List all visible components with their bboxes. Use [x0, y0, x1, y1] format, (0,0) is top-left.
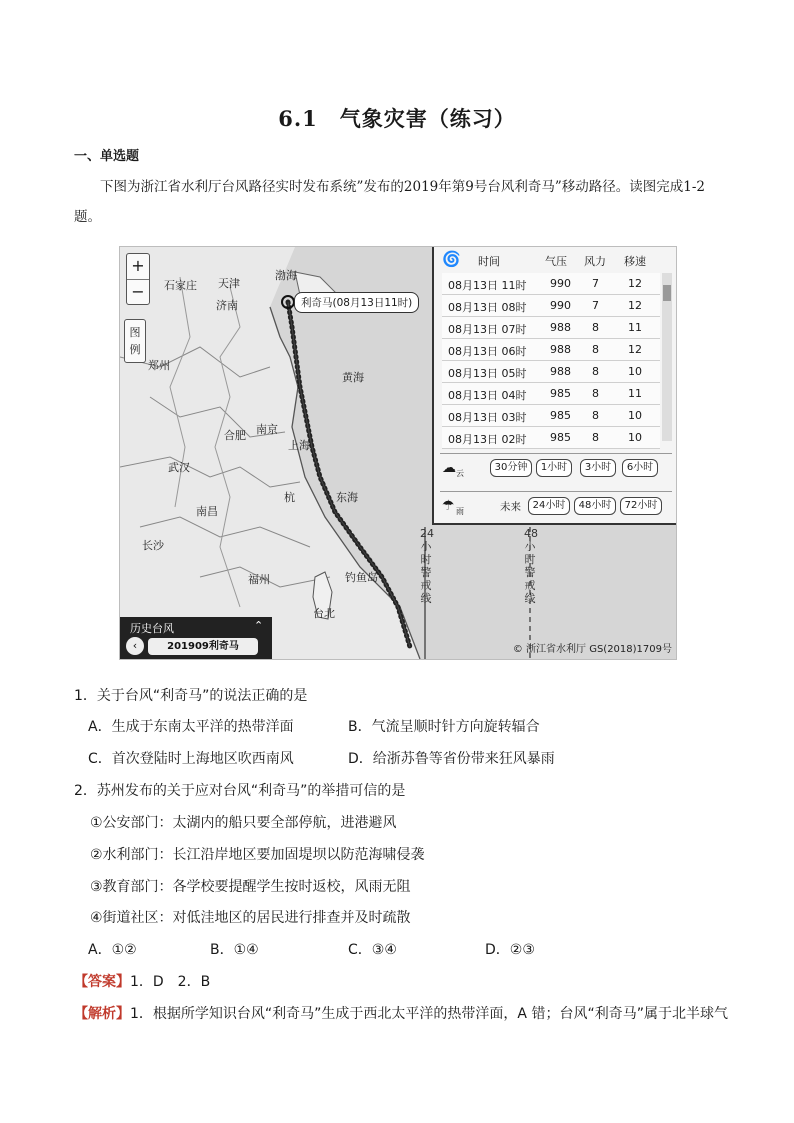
question-2-stem: 2．苏州发布的关于应对台风“利奇马”的举措可信的是	[74, 783, 406, 799]
table-row[interactable]: 08月13日 05时 988 8 10	[442, 361, 660, 383]
rain-cloud-icon: ☂	[442, 498, 455, 514]
collapse-icon[interactable]: ⌃	[254, 619, 264, 632]
table-row[interactable]: 08月13日 06时 988 8 12	[442, 339, 660, 361]
cloud-6h-button[interactable]: 6小时	[622, 459, 658, 477]
rain-24h-button[interactable]: 24小时	[528, 497, 570, 515]
label-shanghai: 上海	[288, 439, 310, 452]
answer-label: 【答案】	[74, 974, 130, 990]
table-row[interactable]: 08月13日 11时 990 7 12	[442, 273, 660, 295]
question-2-item-1: ①公安部门：太湖内的船只要全部停航，进港避风	[90, 815, 397, 831]
question-1-stem: 1．关于台风“利奇马”的说法正确的是	[74, 688, 308, 704]
warning-line-24h-label: 24小时警戒线	[420, 527, 434, 605]
question-2-option-c: C．③④	[348, 942, 397, 958]
table-scrollbar[interactable]	[662, 273, 672, 441]
question-1-option-a: A．生成于东南太平洋的热带洋面	[88, 719, 294, 735]
header-speed: 移速	[624, 255, 646, 268]
label-nanjing: 南京	[256, 423, 278, 436]
zoom-in-button[interactable]: +	[127, 254, 149, 280]
header-pressure: 气压	[545, 255, 567, 268]
data-rows	[442, 273, 660, 449]
table-row[interactable]: 08月13日 08时 990 7 12	[442, 295, 660, 317]
cloud-3h-button[interactable]: 3小时	[580, 459, 616, 477]
warning-line-48h-label: 48小时警戒线	[524, 527, 538, 605]
rain-icon-label: 雨	[456, 507, 464, 516]
typhoon-map-figure	[119, 246, 677, 660]
header-time: 时间	[478, 255, 500, 268]
table-row[interactable]: 08月13日 04时 985 8 11	[442, 383, 660, 405]
page-title: 6.1 气象灾害（练习）	[278, 106, 516, 131]
question-1-option-b: B．气流呈顺时针方向旋转辐合	[348, 719, 540, 735]
question-2-item-4: ④街道社区：对低洼地区的居民进行排查并及时疏散	[90, 910, 411, 926]
typhoon-icon: 🌀	[442, 250, 461, 268]
analysis-text: 1．根据所学知识台风“利奇马”生成于西北太平洋的热带洋面，A 错；台风“利奇马”属于北半球气	[130, 1006, 728, 1022]
table-row[interactable]: 08月13日 07时 988 8 11	[442, 317, 660, 339]
cloud-icon: ☁	[442, 460, 456, 476]
label-hangzhou: 杭	[284, 491, 295, 504]
question-2-item-2: ②水利部门：长江沿岸地区要加固堤坝以防范海啸侵袭	[90, 847, 425, 863]
question-1-option-d: D．给浙苏鲁等省份带来狂风暴雨	[348, 751, 555, 767]
question-2-option-a: A．①②	[88, 942, 137, 958]
history-title: 历史台风	[130, 622, 174, 635]
section-heading: 一、单选题	[74, 149, 140, 164]
cloud-1h-button[interactable]: 1小时	[536, 459, 572, 477]
label-jinan: 济南	[216, 299, 238, 312]
question-2-option-b: B．①④	[210, 942, 259, 958]
question-2-option-d: D．②③	[485, 942, 535, 958]
label-bohai: 渤海	[275, 269, 297, 282]
label-shijiazhuang: 石家庄	[164, 279, 197, 292]
back-arrow-icon[interactable]: ‹	[126, 637, 144, 655]
label-zhengzhou: 郑州	[148, 359, 170, 372]
rain-48h-button[interactable]: 48小时	[574, 497, 616, 515]
label-donghai: 东海	[336, 491, 358, 504]
label-taibei: 台北	[313, 607, 335, 620]
map-credit: © 浙江省水利厅 GS(2018)1709号	[512, 644, 672, 655]
legend-button[interactable]: 图例	[124, 319, 146, 363]
cloud-icon-label: 云	[456, 469, 464, 478]
scrollbar-thumb[interactable]	[663, 285, 671, 301]
history-typhoon-panel	[120, 617, 272, 659]
label-diaoyu: 钓鱼岛	[345, 571, 378, 584]
header-windforce: 风力	[584, 255, 606, 268]
cloud-controls	[440, 453, 672, 482]
label-fuzhou: 福州	[248, 573, 270, 586]
rain-controls	[440, 491, 672, 520]
question-1-option-c: C．首次登陆时上海地区吹西南风	[88, 751, 294, 767]
label-tianjin: 天津	[218, 277, 240, 290]
label-hefei: 合肥	[224, 429, 246, 442]
label-changsha: 长沙	[142, 539, 164, 552]
intro-paragraph: 下图为浙江省水利厅台风路径实时发布系统”发布的2019年第9号台风利奇马”移动路径。读图完成1-2题。	[74, 179, 705, 225]
rain-future-label: 未来	[500, 501, 521, 513]
zoom-control	[126, 253, 150, 305]
cloud-30min-button[interactable]: 30分钟	[490, 459, 532, 477]
history-item-button[interactable]: 201909利奇马	[148, 638, 258, 655]
answer-line	[74, 971, 210, 991]
rain-72h-button[interactable]: 72小时	[620, 497, 662, 515]
table-row[interactable]: 08月13日 02时 985 8 10	[442, 427, 660, 449]
label-huanghai: 黄海	[342, 371, 364, 384]
question-2-item-3: ③教育部门：各学校要提醒学生按时返校，风雨无阻	[90, 879, 411, 895]
answer-text: 1．D 2．B	[130, 974, 211, 990]
table-header	[434, 249, 677, 271]
label-nanchang: 南昌	[196, 505, 218, 518]
zoom-out-button[interactable]: −	[131, 282, 145, 301]
typhoon-position-tag[interactable]: 利奇马(08月13日11时)	[294, 292, 419, 313]
analysis-label: 【解析】	[74, 1006, 130, 1022]
analysis-line	[74, 1003, 734, 1023]
table-row[interactable]: 08月13日 03时 985 8 10	[442, 405, 660, 427]
typhoon-data-panel	[432, 247, 677, 525]
label-wuhan: 武汉	[168, 461, 190, 474]
